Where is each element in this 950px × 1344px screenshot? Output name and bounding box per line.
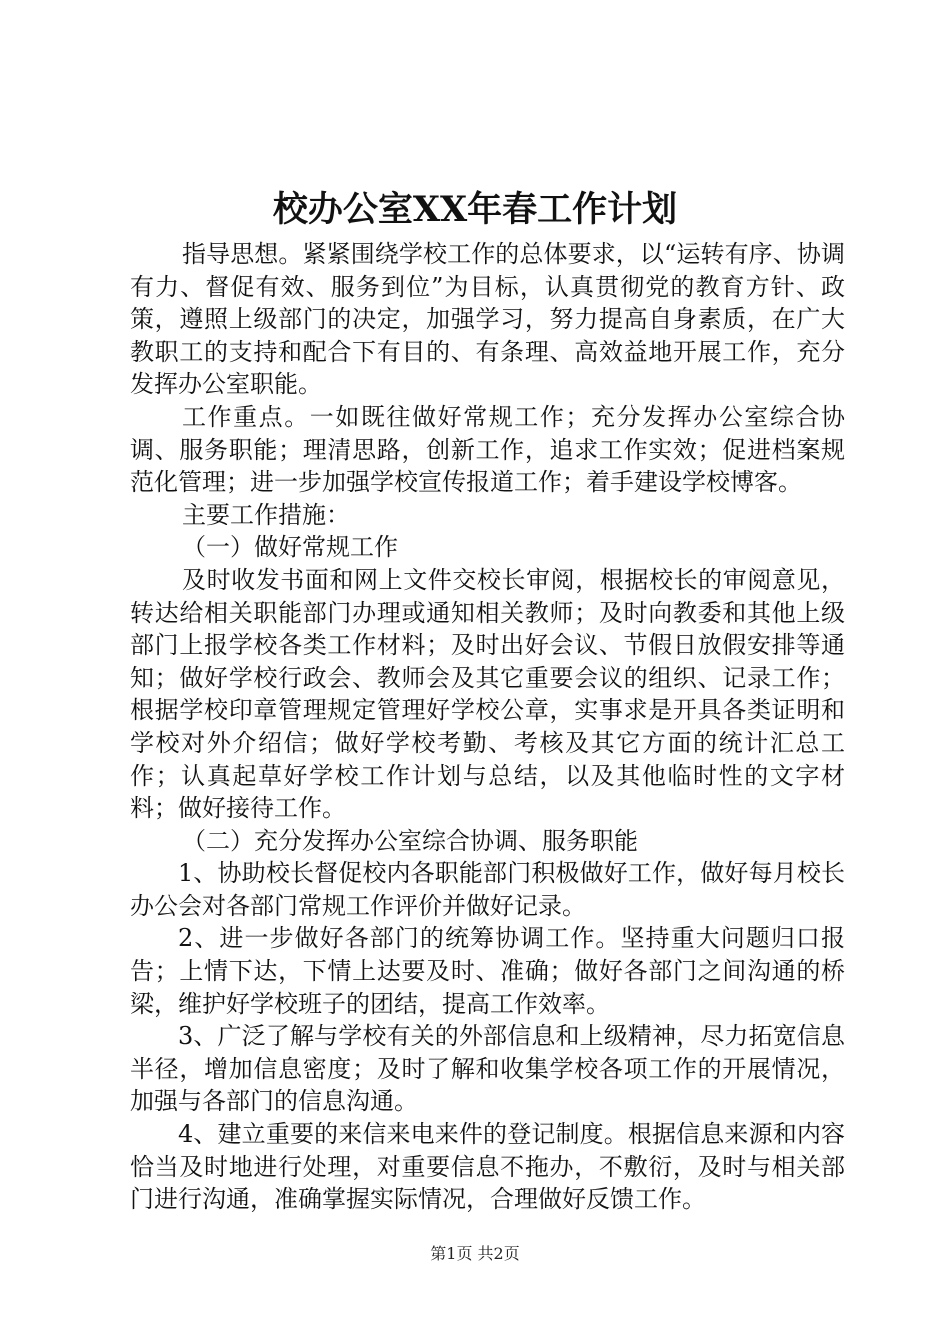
paragraph-routine-work: 及时收发书面和网上文件交校长审阅，根据校长的审阅意见，转达给相关职能部门办理或通知相关教师；及时向教委和其他上级部门上报学校各类工作材料；及时出好会议、节假日放假安排等通知；做好学校行政会、教师会及其它重要会议的组织、记录工作；根据学校印章管理规定管理好学校公章，实事求是开具各类证明和学校对外介绍信；做好学校考勤、考核及其它方面的统计汇总工作；认真起草好学校工作计划与总结，以及其他临时性的文字材料；做好接待工作。 xyxy=(130,565,845,823)
section-heading-routine-work: （一）做好常规工作 xyxy=(182,533,398,562)
paragraph-work-focus: 工作重点。一如既往做好常规工作；充分发挥办公室综合协调、服务职能；理清思路，创新工作，追求工作实效；促进档案规范化管理；进一步加强学校宣传报道工作；着手建设学校博客。 xyxy=(130,402,845,497)
paragraph-main-measures-heading: 主要工作措施： xyxy=(182,500,350,529)
paragraph-guiding-thought: 指导思想。紧紧围绕学校工作的总体要求，以“运转有序、协调有力、督促有效、服务到位”为目标，认真贯彻党的教育方针、政策，遵照上级部门的决定，加强学习，努力提高自身素质，在广大教职工的支持和配合下有目的、有条理、高效益地开展工作，充分发挥办公室职能。 xyxy=(130,240,845,399)
document-title: 校办公室XX年春工作计划 xyxy=(272,189,678,230)
document-body xyxy=(130,238,845,1216)
list-item-2: 2、进一步做好各部门的统筹协调工作。坚持重大问题归口报告；上情下达，下情上达要及时、准确；做好各部门之间沟通的桥梁，维护好学校班子的团结，提高工作效率。 xyxy=(130,924,845,1018)
list-item-3: 3、广泛了解与学校有关的外部信息和上级精神，尽力拓宽信息半径，增加信息密度；及时了解和收集学校各项工作的开展情况，加强与各部门的信息沟通。 xyxy=(130,1022,845,1116)
page-number-footer: 第1页 共2页 xyxy=(430,1244,520,1263)
list-item-4: 4、建立重要的来信来电来件的登记制度。根据信息来源和内容恰当及时地进行处理，对重要信息不拖办，不敷衍，及时与相关部门进行沟通，准确掌握实际情况，合理做好反馈工作。 xyxy=(130,1120,845,1214)
section-heading-coordination: （二）充分发挥办公室综合协调、服务职能 xyxy=(182,826,638,855)
list-item-1: 1、协助校长督促校内各职能部门积极做好工作，做好每月校长办公会对各部门常规工作评价并做好记录。 xyxy=(130,859,845,920)
